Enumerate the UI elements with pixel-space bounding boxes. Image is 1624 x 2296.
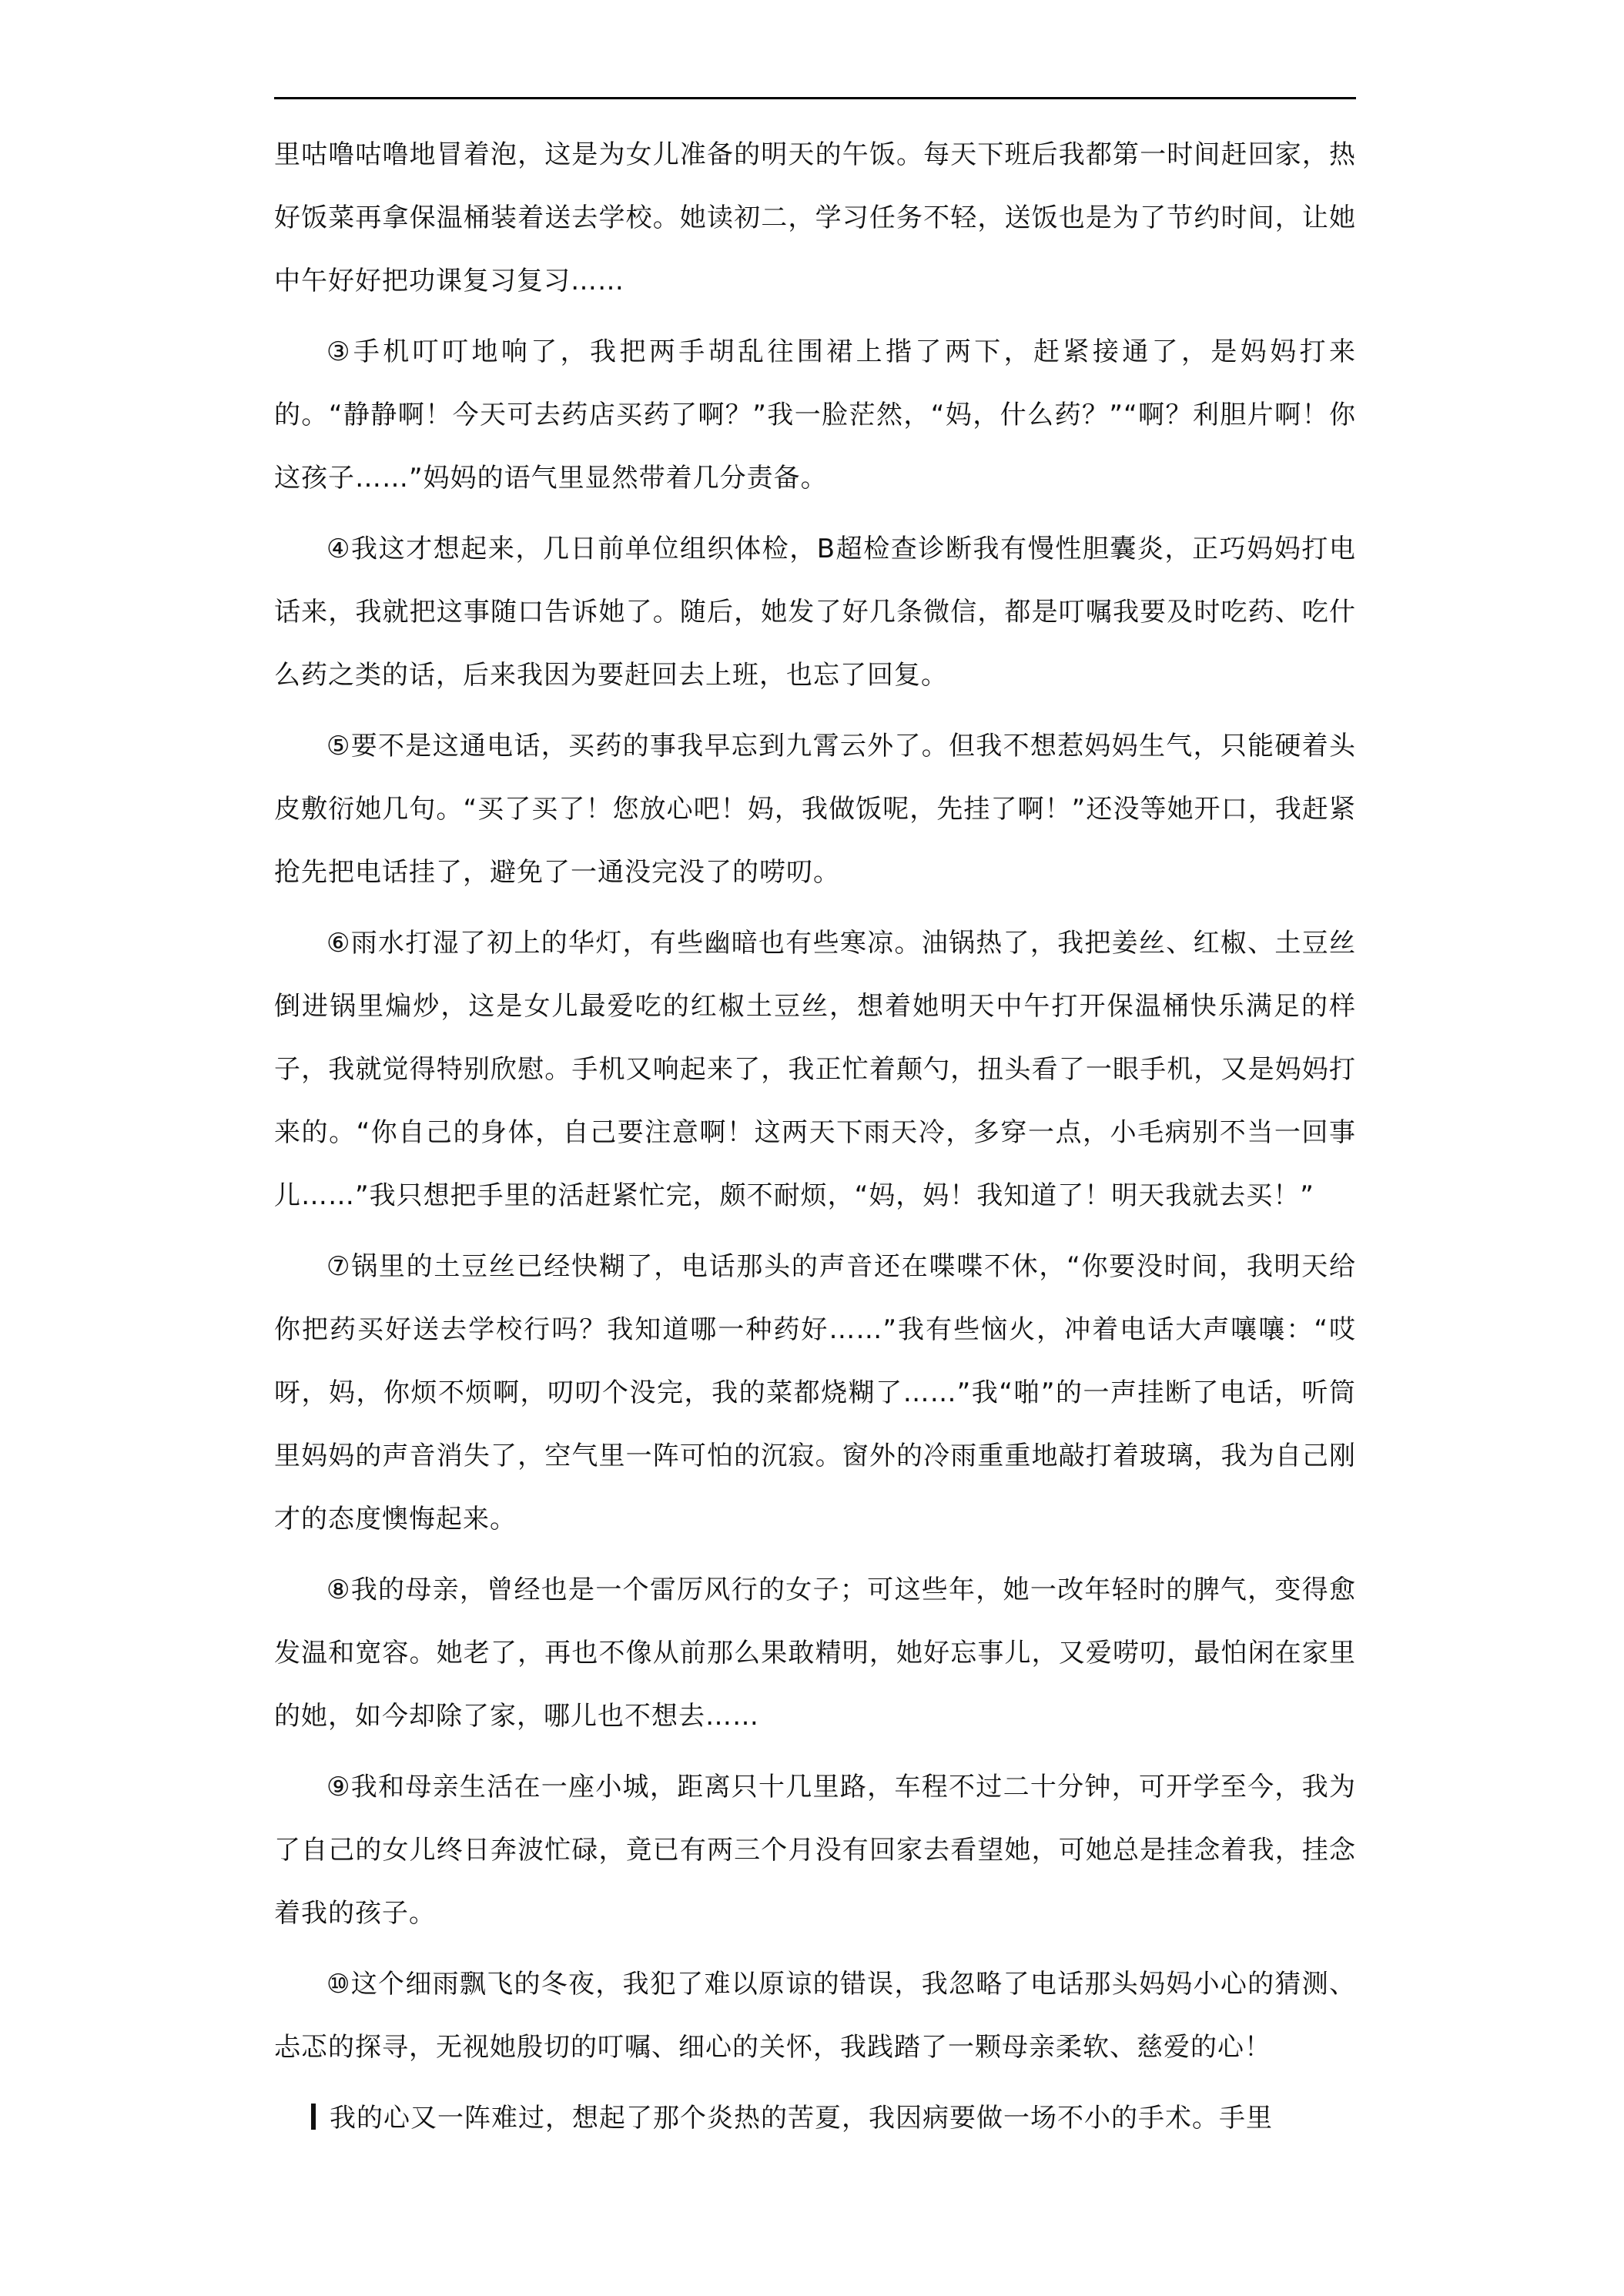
header-rule (274, 97, 1356, 99)
article-body (274, 123, 1356, 2150)
paragraph-8: ⑧我的母亲，曾经也是一个雷厉风行的女子；可这些年，她一改年轻时的脾气，变得愈发温和宽容。她老了，再也不像从前那么果敢精明，她好忘事儿，又爱唠叨，最怕闲在家里的她，如今却除了家，哪儿也不想去…… (274, 1575, 1356, 1732)
paragraph-continuation: 里咕噜咕噜地冒着泡，这是为女儿准备的明天的午饭。每天下班后我都第一时间赶回家，热好饭菜再拿保温桶装着送去学校。她读初二，学习任务不轻，送饭也是为了节约时间，让她中午好好把功课复习复习…… (274, 139, 1356, 296)
paragraph-11-text: 我的心又一阵难过，想起了那个炎热的苦夏，我因病要做一场不小的手术。手里 (330, 2103, 1273, 2134)
paragraph-11 (274, 2087, 1356, 2150)
text-cursor-icon (311, 2104, 316, 2130)
paragraph-3: ③手机叮叮地响了，我把两手胡乱往围裙上揩了两下，赶紧接通了，是妈妈打来的。“静静啊！今天可去药店买药了啊？”我一脸茫然，“妈，什么药？”“啊？利胆片啊！你这孩子……”妈妈的语气里显然带着几分责备。 (274, 336, 1356, 494)
paragraph-5: ⑤要不是这通电话，买药的事我早忘到九霄云外了。但我不想惹妈妈生气，只能硬着头皮敷衍她几句。“买了买了！您放心吧！妈，我做饭呢，先挂了啊！”还没等她开口，我赶紧抢先把电话挂了，避免了一通没完没了的唠叨。 (274, 731, 1356, 888)
paragraph-10: ⑩这个细雨飘飞的冬夜，我犯了难以原谅的错误，我忽略了电话那头妈妈小心的猜测、忐忑的探寻，无视她殷切的叮嘱、细心的关怀，我践踏了一颗母亲柔软、慈爱的心！ (274, 1969, 1356, 2063)
paragraph-6: ⑥雨水打湿了初上的华灯，有些幽暗也有些寒凉。油锅热了，我把姜丝、红椒、土豆丝倒进锅里煸炒，这是女儿最爱吃的红椒土豆丝，想着她明天中午打开保温桶快乐满足的样子，我就觉得特别欣慰。手机又响起来了，我正忙着颠勺，扭头看了一眼手机，又是妈妈打来的。“你自己的身体，自己要注意啊！这两天下雨天冷，多穿一点，小毛病别不当一回事儿……”我只想把手里的活赶紧忙完，颇不耐烦，“妈，妈！我知道了！明天我就去买！” (274, 928, 1356, 1211)
paragraph-7: ⑦锅里的土豆丝已经快糊了，电话那头的声音还在喋喋不休，“你要没时间，我明天给你把药买好送去学校行吗？我知道哪一种药好……”我有些恼火，冲着电话大声嚷嚷：“哎呀，妈，你烦不烦啊，叨叨个没完，我的菜都烧糊了……”我“啪”的一声挂断了电话，听筒里妈妈的声音消失了，空气里一阵可怕的沉寂。窗外的冷雨重重地敲打着玻璃，我为自己刚才的态度懊悔起来。 (274, 1251, 1356, 1535)
paragraph-9: ⑨我和母亲生活在一座小城，距离只十几里路，车程不过二十分钟，可开学至今，我为了自己的女儿终日奔波忙碌，竟已有两三个月没有回家去看望她，可她总是挂念着我，挂念着我的孩子。 (274, 1772, 1356, 1929)
paragraph-4: ④我这才想起来，几日前单位组织体检，B超检查诊断我有慢性胆囊炎，正巧妈妈打电话来，我就把这事随口告诉她了。随后，她发了好几条微信，都是叮嘱我要及时吃药、吃什么药之类的话，后来我因为要赶回去上班，也忘了回复。 (274, 534, 1356, 691)
